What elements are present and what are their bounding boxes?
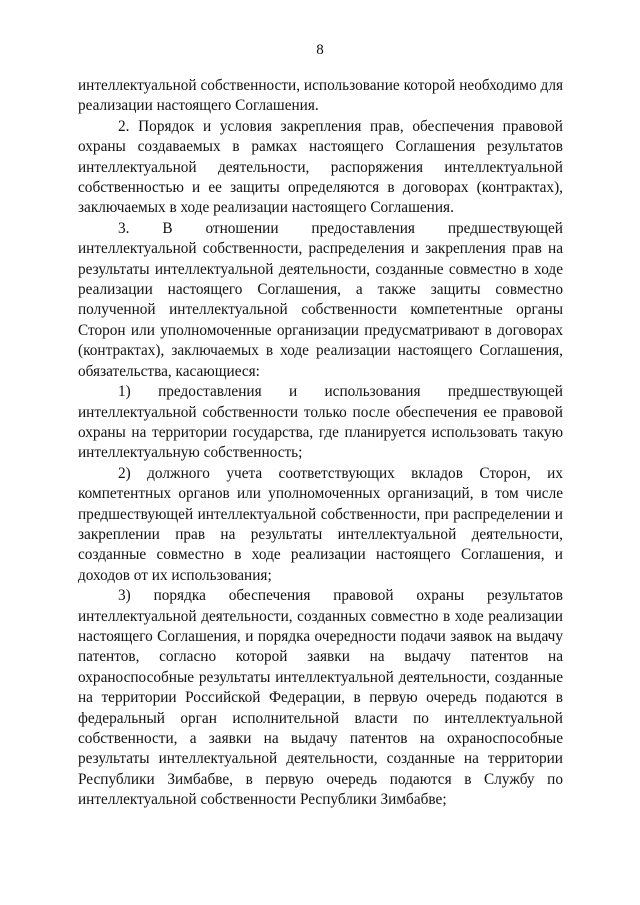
paragraph: 1) предоставления и использования предшествующей интеллектуальной собственности только после обеспечения ее правовой охраны на территории государства, где планируется использовать такую интеллектуальную собственность;	[78, 383, 563, 462]
paragraph: 3. В отношении предоставления предшествующей интеллектуальной собственности, распределения и закрепления прав на результаты интеллектуальной деятельности, созданные совместно в ходе реализации настоящего Соглашения, а также защиты совместно полученной интеллектуальной собственности компетентные органы Сторон или уполномоченные организации предусматривают в договорах (контрактах), заключаемых в ходе реализации настоящего Соглашения, обязательства, касающиеся:	[78, 219, 563, 380]
page-number: 8	[316, 42, 324, 58]
paragraph: интеллектуальной собственности, использование которой необходимо для реализации настоящего Соглашения.	[78, 77, 563, 115]
paragraph: 2) должного учета соответствующих вкладов Сторон, их компетентных органов или уполномоченных организаций, в том числе предшествующей интеллектуальной собственности, при распределении и закреплении прав на результаты интеллектуальной деятельности, созданные совместно в ходе реализации настоящего Соглашения, и доходов от их использования;	[78, 464, 563, 584]
paragraph: 3) порядка обеспечения правовой охраны результатов интеллектуальной деятельности, созданных совместно в ходе реализации настоящего Соглашения, и порядка очередности подачи заявок на выдачу патентов, согласно которой заявки на выдачу патентов на охраноспособные результаты интеллектуальной деятельности, созданные на территории Российской Федерации, в первую очередь подаются в федеральный орган исполнительной власти по интеллектуальной собственности, а заявки на выдачу патентов на охраноспособные результаты интеллектуальной деятельности, созданные на территории Республики Зимбабве, в первую очередь подаются в Службу по интеллектуальной собственности Республики Зимбабве;	[78, 587, 563, 809]
paragraph: 2. Порядок и условия закрепления прав, обеспечения правовой охраны создаваемых в рамках настоящего Соглашения результатов интеллектуальной деятельности, распоряжения интеллектуальной собственностью и ее защиты определяются в договорах (контрактах), заключаемых в ходе реализации настоящего Соглашения.	[78, 117, 563, 217]
document-body	[78, 76, 563, 811]
